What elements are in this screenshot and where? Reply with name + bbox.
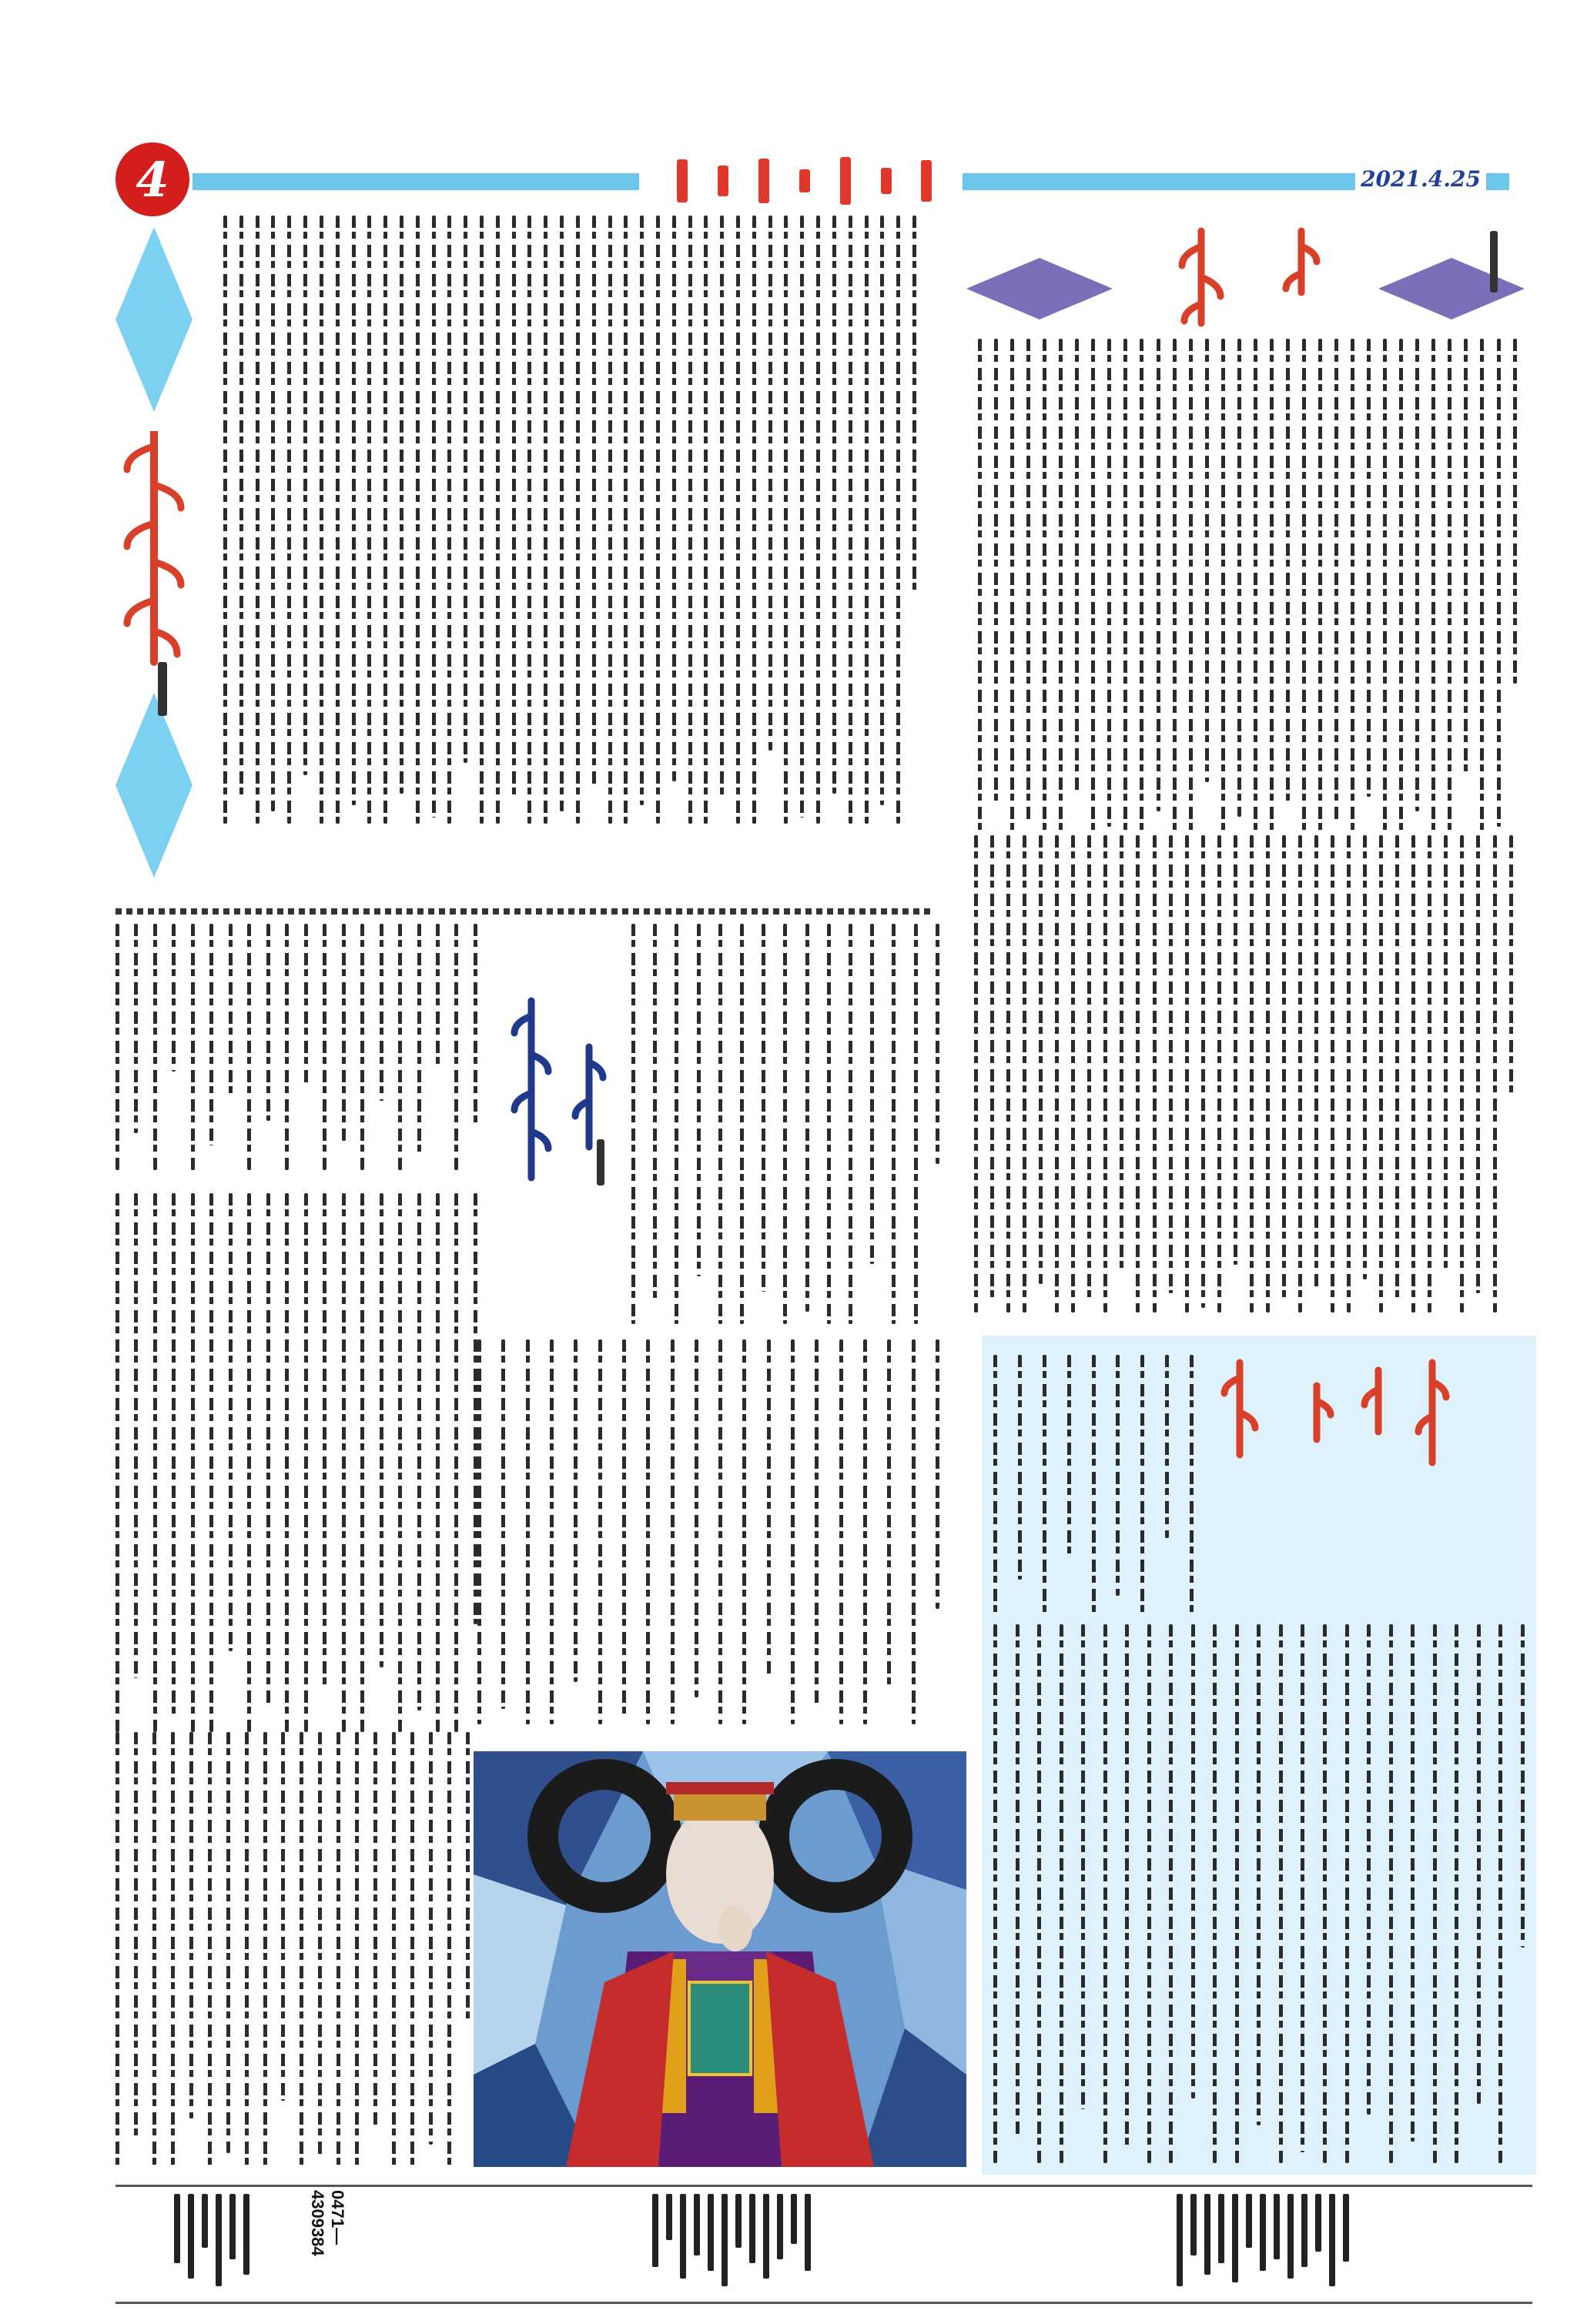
author-name (158, 662, 167, 716)
masthead-glyph (799, 169, 810, 192)
article-text-middle-center (631, 924, 939, 1324)
poem-title-red (116, 431, 193, 670)
page-number: 4 (136, 151, 169, 208)
page-number-badge (116, 142, 189, 216)
diamond-icon (1378, 258, 1525, 319)
article-text-right-top (978, 339, 1517, 831)
article-title-top-right (1140, 223, 1371, 339)
painting-mongolian-woman (474, 1751, 966, 2167)
header-rule-left (193, 173, 639, 190)
masthead-glyph (921, 160, 932, 202)
article-title-blue-box (1209, 1355, 1455, 1470)
footer-rule-top (116, 2185, 1532, 2187)
diamond-icon (116, 693, 193, 878)
masthead-title (662, 154, 947, 208)
section-divider (116, 908, 932, 915)
masthead-glyph (758, 159, 769, 203)
footer-rule-bottom (116, 2302, 1532, 2304)
article-text-left-top (223, 216, 916, 824)
article-text-right-middle (974, 835, 1513, 1312)
masthead-glyph (677, 159, 688, 202)
header-rule-tail (1486, 173, 1509, 190)
author-name (1490, 231, 1498, 293)
article-text-middle-lower (477, 1339, 939, 1724)
article-text-middle-left-a (116, 924, 477, 1170)
article-text-blue-box-b (993, 1624, 1525, 2163)
header-rule-right (963, 173, 1355, 190)
author-name (597, 1139, 604, 1185)
article-text-middle-left-b (116, 1193, 477, 1732)
diamond-icon (116, 227, 193, 412)
masthead-glyph (881, 168, 892, 194)
masthead-glyph (718, 166, 728, 196)
contact-phone: 0471— 4309384 (308, 2190, 347, 2256)
issue-date: 2021.4.25 (1361, 166, 1481, 192)
article-text-bottom-left (116, 1732, 470, 2171)
footer-publisher-info (1016, 2194, 1509, 2294)
footer-address-block (123, 2194, 300, 2294)
article-text-blue-box-a (993, 1355, 1194, 1617)
footer-staff-credits (524, 2194, 939, 2294)
diamond-icon (966, 258, 1113, 319)
masthead-glyph (840, 157, 851, 205)
